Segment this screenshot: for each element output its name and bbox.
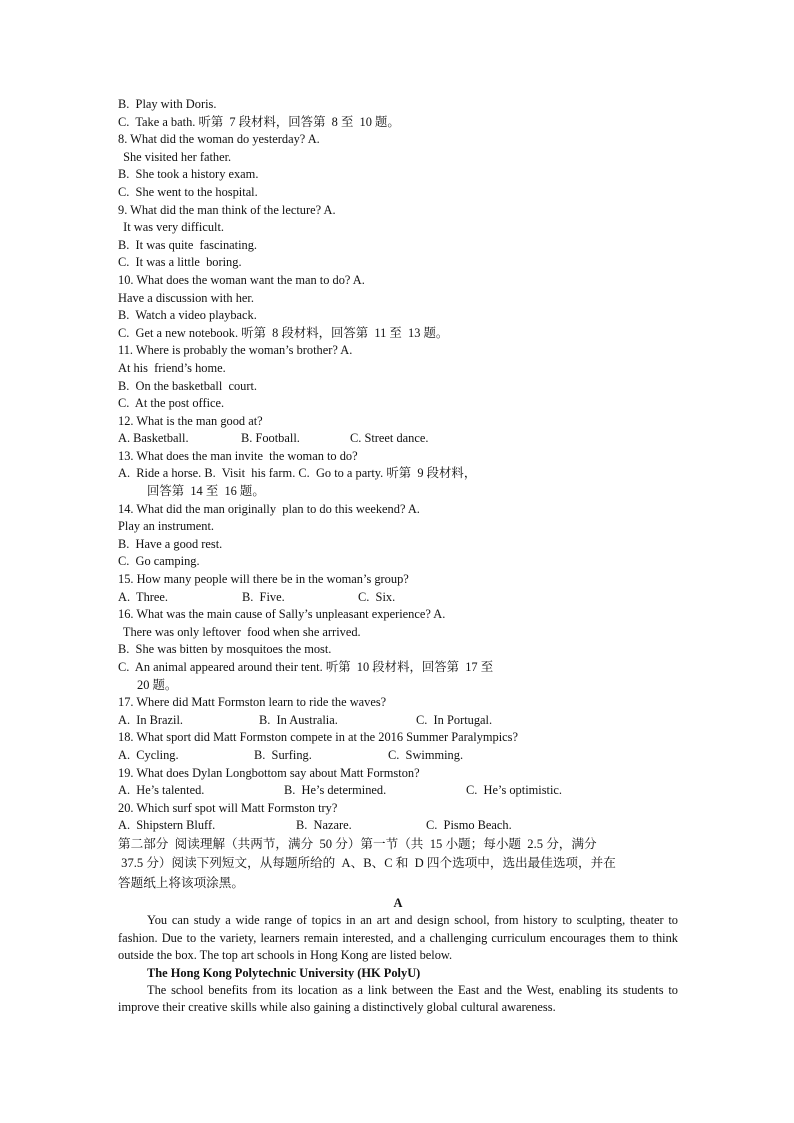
text-line: 20 题。 <box>137 677 178 692</box>
text-line: Have a discussion with her. <box>118 290 254 305</box>
question-17: 17. Where did Matt Formston learn to ride the waves? <box>118 695 387 710</box>
text-line: It was very difficult. <box>120 220 225 235</box>
question-17-options <box>118 712 678 730</box>
text-line: 回答第 14 至 16 题。 <box>147 484 265 499</box>
option-b: B. Nazare. <box>296 818 352 833</box>
text-line: C. Get a new notebook. 听第 8 段材料，回答第 11 至 13 题。 <box>118 325 449 340</box>
section-2-header: 第二部分 阅读理解（共两节，满分 50 分）第一节（共 15 小题；每小题 2.5 分，满分 <box>118 836 597 851</box>
question-13: 13. What does the man invite the woman to do? <box>118 448 358 463</box>
question-12-options <box>118 430 678 448</box>
question-8: 8. What did the woman do yesterday? A. <box>118 132 320 147</box>
question-19-options <box>118 782 678 800</box>
option-c: C. He’s optimistic. <box>466 783 563 798</box>
question-9: 9. What did the man think of the lecture? A. <box>118 202 336 217</box>
option-b: B. Five. <box>242 589 285 604</box>
passage-paragraph <box>118 982 678 1016</box>
question-19: 19. What does Dylan Longbottom say about Matt Formston? <box>118 765 420 780</box>
section-2-instructions-end: 答题纸上将该项涂黑。 <box>118 875 244 890</box>
text-line: B. Have a good rest. <box>118 536 223 551</box>
text-line: C. It was a little boring. <box>118 255 242 270</box>
option-a: A. In Brazil. <box>118 712 184 727</box>
text-line: There was only leftover food when she arrived. <box>120 624 361 639</box>
text-line: C. Take a bath. 听第 7 段材料，回答第 8 至 10 题。 <box>118 114 400 129</box>
text-line: C. An animal appeared around their tent. 听第 10 段材料，回答第 17 至 <box>118 660 494 674</box>
option-b: B. In Australia. <box>259 712 338 727</box>
option-c: C. Swimming. <box>388 747 464 762</box>
text-line: She visited her father. <box>120 149 232 164</box>
question-20-options <box>118 817 678 835</box>
text-line: At his friend’s home. <box>118 360 226 375</box>
option-b: B. Surfing. <box>254 747 312 762</box>
text-line: B. Play with Doris. <box>118 97 217 111</box>
question-11: 11. Where is probably the woman’s brother? A. <box>118 343 353 358</box>
option-b: B. Football. <box>241 431 300 446</box>
text-line: B. Watch a video playback. <box>118 308 257 323</box>
text-line: C. At the post office. <box>118 396 225 411</box>
passage-paragraph <box>118 912 678 964</box>
text-line: C. Go camping. <box>118 554 200 569</box>
question-15-options <box>118 589 678 607</box>
text-line: B. On the basketball court. <box>118 378 258 393</box>
question-12: 12. What is the man good at? <box>118 413 263 428</box>
option-a: A. He’s talented. <box>118 783 205 798</box>
question-18: 18. What sport did Matt Formston compete in at the 2016 Summer Paralympics? <box>118 730 518 745</box>
exam-content <box>118 96 678 1016</box>
school-name: The Hong Kong Polytechnic University (HK PolyU) <box>147 966 421 981</box>
option-a: A. Shipstern Bluff. <box>118 818 216 833</box>
paragraph-text: You can study a wide range of topics in an art and design school, from history to sculpting, theater to fashion. Due to the variety, learners remain interested, and a challenging curriculum encourages them to think outside the box. The top art schools in Hong Kong are listed below. <box>118 913 678 962</box>
option-a: A. Three. <box>118 589 169 604</box>
text-line: B. She was bitten by mosquitoes the most. <box>118 642 332 657</box>
option-b: B. He’s determined. <box>284 783 387 798</box>
question-16: 16. What was the main cause of Sally’s unpleasant experience? A. <box>118 607 446 622</box>
option-c: C. In Portugal. <box>416 712 493 727</box>
text-line: B. It was quite fascinating. <box>118 237 258 252</box>
question-15: 15. How many people will there be in the woman’s group? <box>118 572 409 587</box>
option-c: C. Six. <box>358 589 396 604</box>
text-line: B. She took a history exam. <box>118 167 259 182</box>
text-line: Play an instrument. <box>118 519 215 534</box>
question-14: 14. What did the man originally plan to do this weekend? A. <box>118 501 420 516</box>
text-line: C. She went to the hospital. <box>118 184 258 199</box>
question-18-options <box>118 747 678 765</box>
paragraph-text: The school benefits from its location as a link between the East and the West, enabling its students to improve their creative skills while also gaining a distinctively global cultural awareness. <box>118 983 678 1015</box>
question-20: 20. Which surf spot will Matt Formston try? <box>118 800 338 815</box>
option-a: A. Basketball. <box>118 431 189 446</box>
section-2-instructions: 37.5 分）阅读下列短文，从每题所给的 A、B、C 和 D 四个选项中，选出最佳选项，并在 <box>118 856 616 871</box>
option-a: A. Cycling. <box>118 747 179 762</box>
option-c: C. Street dance. <box>350 431 429 446</box>
option-c: C. Pismo Beach. <box>426 818 512 833</box>
passage-heading: A <box>393 896 403 911</box>
text-line: A. Ride a horse. B. Visit his farm. C. Go to a party. 听第 9 段材料， <box>118 466 477 481</box>
question-10: 10. What does the woman want the man to do? A. <box>118 272 365 287</box>
